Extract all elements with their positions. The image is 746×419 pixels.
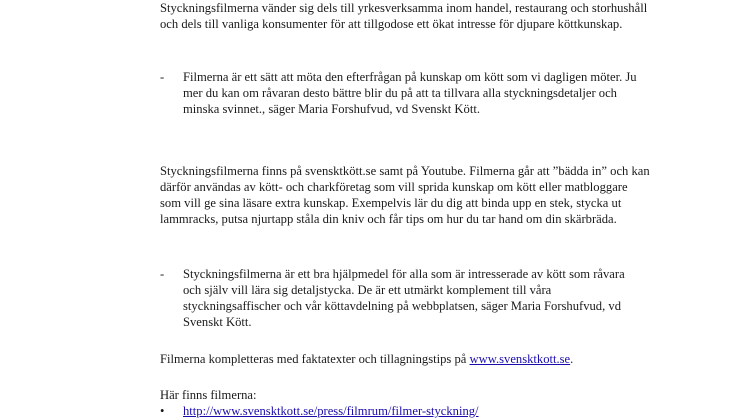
complement-paragraph — [160, 351, 650, 367]
films-link[interactable]: http://www.svensktkott.se/press/filmrum/filmer-styckning/ — [183, 404, 479, 418]
bullet-icon: • — [160, 404, 165, 418]
quote-text: Styckningsfilmerna är ett bra hjälpmedel för alla som är intresserade av kött som råvara och själv vill lära sig detaljstycka. De är ett utmärkt komplement till våra styckningsaffischer och vår köttavdelning på webbplatsen, säger Maria Forshufvud, vd Svenskt Kött. — [183, 267, 625, 329]
quote-dash: - — [160, 70, 165, 84]
intro-paragraph: Styckningsfilmerna vänder sig dels till yrkesverksamma inom handel, restaurang och storhushåll och dels till vanliga konsumenter för att tillgodose ett ökat intresse för djupare köttkunskap. — [160, 1, 648, 31]
quote-text: Filmerna är ett sätt att möta den efterfrågan på kunskap om kött som vi dagligen möter. Ju mer du kan om råvaran desto bättre blir du på att ta tillvara alla styckningsdetaljer och minska svinnet., säger Maria Forshufvud, vd Svenskt Kött. — [183, 70, 637, 116]
quote-dash: - — [160, 267, 165, 281]
quote-block-1 — [160, 69, 650, 117]
list-item — [160, 403, 650, 419]
quote-block-2 — [160, 266, 650, 330]
complement-text: Filmerna kompletteras med faktatexter och tillagningstips på — [160, 352, 470, 366]
complement-period: . — [570, 352, 574, 366]
availability-paragraph: Styckningsfilmerna finns på svensktkött.se samt på Youtube. Filmerna går att ”bädda in” och kan därför användas av kött- och charkföretag som vill sprida kunskap om kött eller matbloggare som vill ge sina läsare extra kunskap. Exempelvis lär du dig att binda upp en stek, stycka ut lammracks, putsa njurtapp ståla din kniv och får tips om hur du tar hand om din skärbräda. — [160, 164, 650, 226]
films-heading: Här finns filmerna: — [160, 388, 257, 402]
svensktkott-link[interactable]: www.svensktkott.se — [469, 352, 571, 366]
